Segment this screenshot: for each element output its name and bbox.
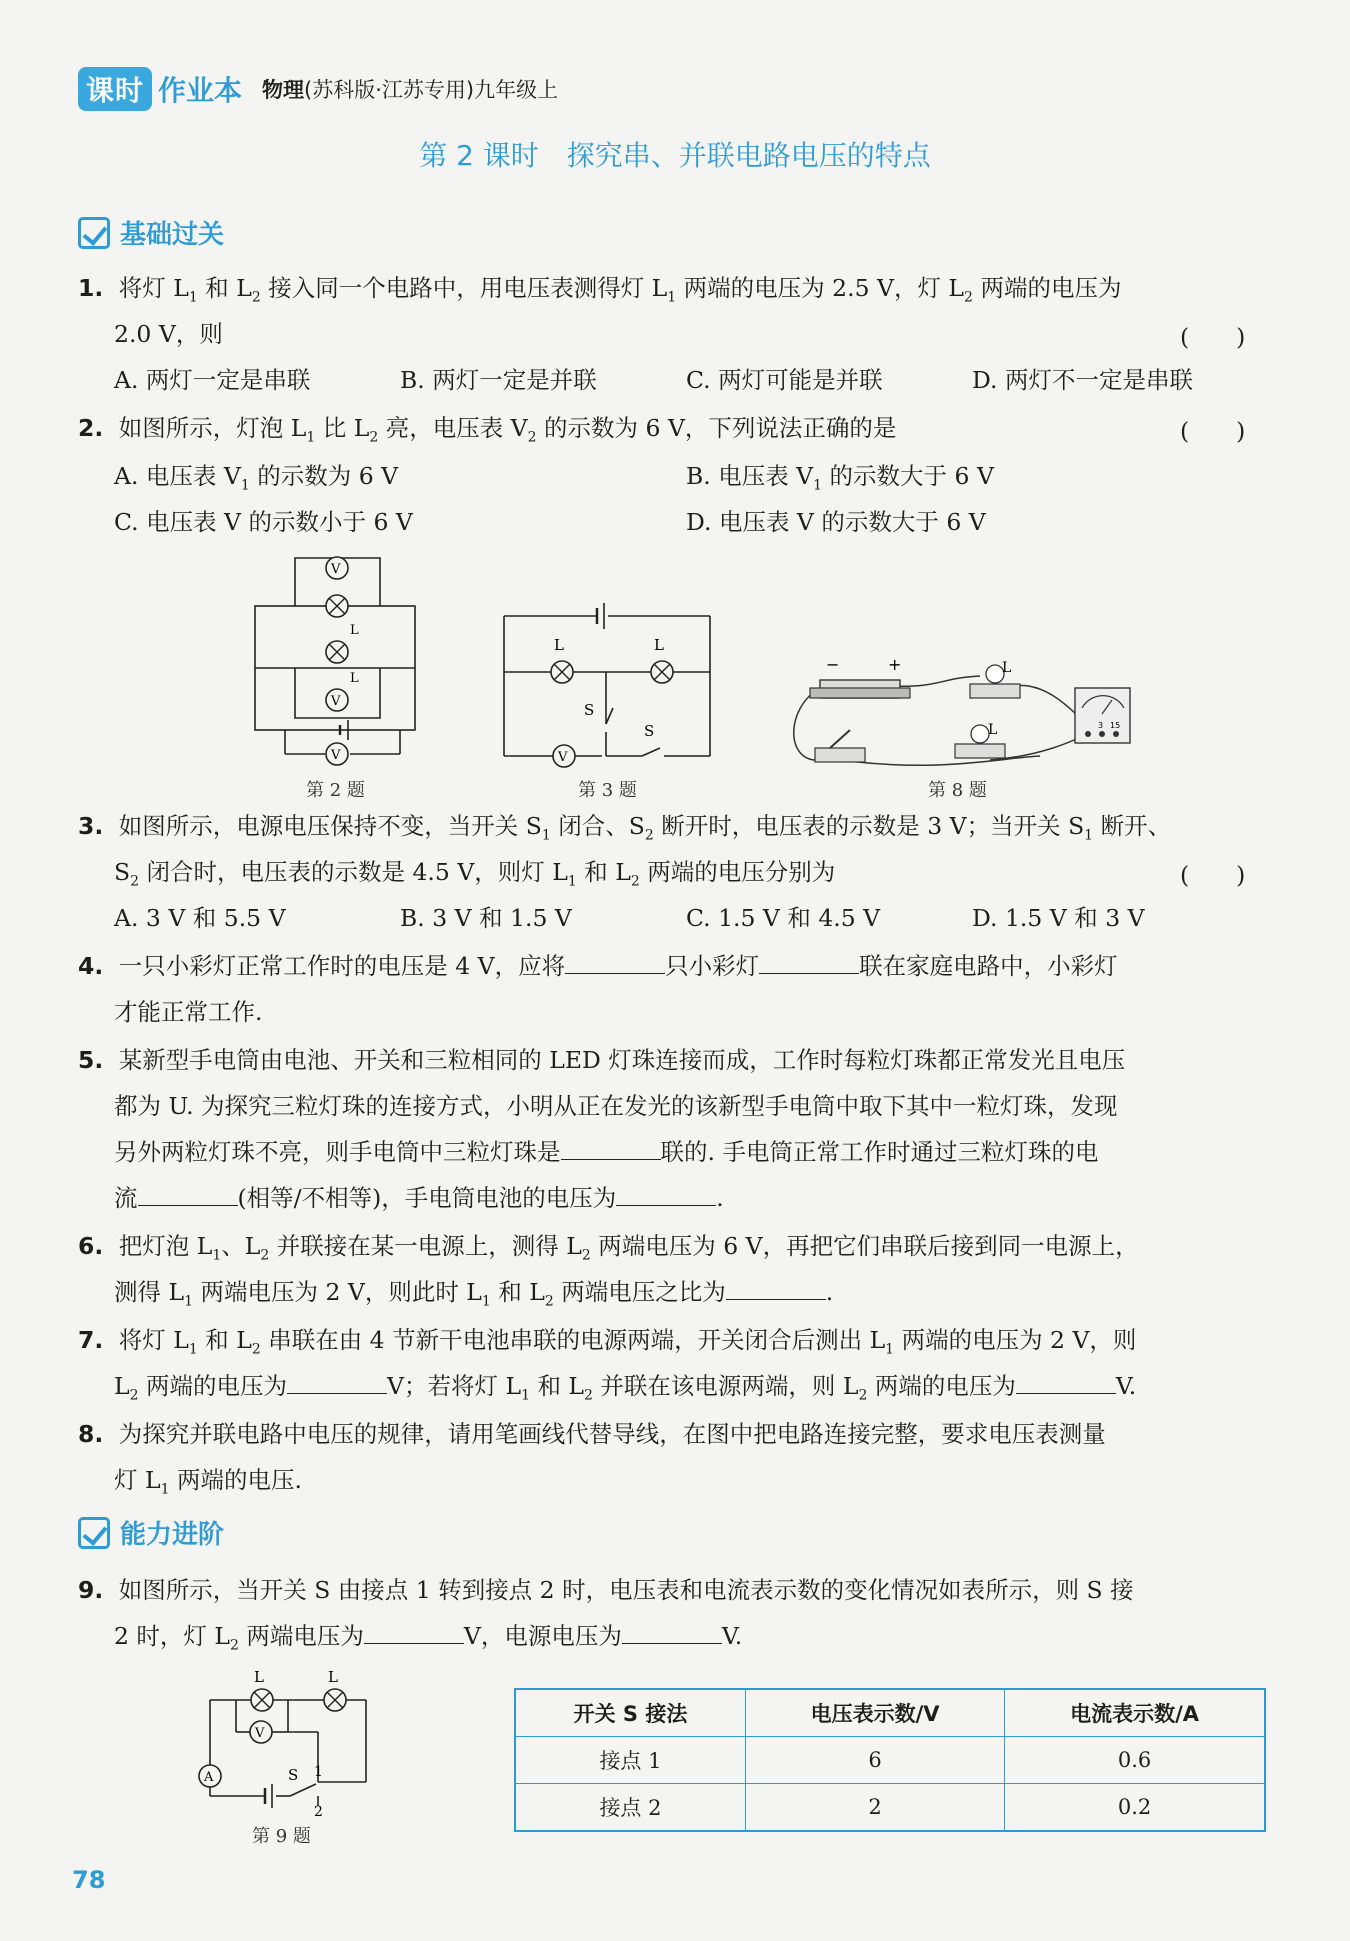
question-1-line-2: 2.0 V，则 [114,320,223,348]
question-6-line-2 [114,1276,833,1318]
text: 如图所示，当开关 S 由接点 1 转到接点 2 时，电压表和电流表示数的变化情况如表所示，则 S 接 [118,1576,1134,1604]
question-3-option-a: A. 3 V 和 5.5 V [114,904,286,932]
question-7-line-2 [114,1370,1136,1412]
answer-blank[interactable] [726,1277,826,1300]
contact-1-label: 1 [314,1764,323,1780]
text: L [114,1372,130,1400]
text: S [114,858,131,886]
question-2-option-a [114,460,398,502]
question-1-option-d: D. 两灯不一定是串联 [972,366,1193,394]
pencil-square-icon [78,1517,110,1549]
lamp-l2-label: L [328,1668,338,1686]
question-number: 8. [78,1420,104,1448]
switch-s-label: S [288,1766,299,1784]
subscript: 1 [306,429,316,446]
figure-8-apparatus [780,648,1140,773]
answer-blank[interactable] [565,951,665,974]
section-heading-advanced [78,1514,224,1551]
text: 将灯 L [118,1326,189,1354]
text: 另外两粒灯珠不亮，则手电筒中三粒灯珠是 [114,1138,561,1166]
text: 2 时，灯 L [114,1622,230,1650]
contact-2-label: 2 [314,1804,323,1816]
lamp-l2-label: L [1002,660,1012,676]
subscript: 1 [212,1247,222,1264]
text: 并联在该电源两端，则 L [592,1372,859,1400]
table-cell: 6 [745,1737,1004,1784]
meter-readings-table [514,1688,1266,1832]
subscript: 1 [184,1293,193,1310]
table-cell: 0.2 [1005,1784,1265,1832]
figure-2-circuit [240,548,430,778]
subscript: 1 [541,827,551,844]
text: 的示数为 6 V [249,462,399,490]
logo-text: 作业本 [158,74,243,107]
text: 串联在由 4 节新干电池串联的电源两端，开关闭合后测出 L [260,1326,886,1354]
text: V. [1115,1372,1137,1400]
text: 两端的电压为 2 V，则 [894,1326,1137,1354]
text: 灯 L [114,1466,161,1494]
question-3-option-d: D. 1.5 V 和 3 V [972,904,1145,932]
table-header-row [515,1689,1265,1737]
question-1-option-b: B. 两灯一定是并联 [400,366,597,394]
answer-blank[interactable] [622,1621,722,1644]
subscript: 2 [251,1341,261,1358]
subscript: 2 [260,1247,270,1264]
answer-blank[interactable] [759,951,859,974]
meter-scale-3: 3 [1098,721,1104,730]
subscript: 1 [1084,827,1094,844]
table-header-cell: 开关 S 接法 [515,1689,745,1737]
lesson-title: 第 2 课时 探究串、并联电路电压的特点 [419,139,931,172]
lamp-l2-label: L [350,671,359,686]
figure-9-circuit [190,1666,390,1816]
text: 流 [114,1184,138,1212]
text: 两端的电压. [169,1466,302,1494]
text: 联的. 手电筒正常工作时通过三粒灯珠的电 [660,1138,1099,1166]
question-number: 9. [78,1576,104,1604]
switch-s1-label: S [584,701,595,719]
subscript: 2 [130,873,140,890]
question-2-option-d: D. 电压表 V 的示数大于 6 V [686,508,986,536]
subscript: 2 [129,1387,139,1404]
text: 、L [221,1232,261,1260]
lamp-l1-label: L [988,722,998,738]
question-number: 7. [78,1326,104,1354]
question-2-option-b [686,460,994,502]
text: 两端的电压为 2.5 V，灯 L [676,274,965,302]
question-5-line-4 [114,1182,724,1214]
question-2-option-c: C. 电压表 V 的示数小于 6 V [114,508,413,536]
answer-blank[interactable] [138,1183,238,1206]
subscript: 1 [481,1293,491,1310]
text: B. 电压表 V [686,462,814,490]
section-heading-basic [78,214,224,251]
text: 如图所示，电源电压保持不变，当开关 S [118,812,542,840]
text: 两端电压为 [238,1622,364,1650]
text: 联在家庭电路中，小彩灯 [859,952,1118,980]
table-header-cell: 电流表示数/A [1005,1689,1265,1737]
answer-blank[interactable] [287,1371,387,1394]
section-title: 能力进阶 [120,1520,225,1550]
subscript: 2 [251,289,261,306]
question-number: 1. [78,274,104,302]
lamp-l1-label: L [254,1668,264,1686]
subscript: 1 [188,1341,198,1358]
text: 两端电压为 6 V，再把它们串联后接到同一电源上， [590,1232,1139,1260]
question-number: 5. [78,1046,104,1074]
figure-3-circuit [492,598,722,768]
subscript: 2 [644,827,654,844]
text: 的示数大于 6 V [822,462,994,490]
switch-s2-label: S [644,722,655,740]
subscript: 2 [230,1637,239,1654]
question-1-option-a: A. 两灯一定是串联 [114,366,311,394]
question-7-line-1 [78,1324,1136,1366]
question-2-line-1 [78,412,896,454]
table-row [515,1784,1265,1832]
question-number: 4. [78,952,104,980]
question-5-line-3 [114,1136,1098,1168]
question-3-line-1 [78,810,1171,852]
figure-9-caption: 第 9 题 [252,1826,311,1847]
text: 和 L [529,1372,585,1400]
voltmeter-v2-label: V [331,694,341,709]
page-number: 78 [72,1866,106,1894]
logo-badge: 课时 [78,67,152,111]
figure-3-caption: 第 3 题 [578,780,637,801]
figure-8-caption: 第 8 题 [928,780,987,801]
subscript: 2 [858,1387,868,1404]
question-4-line-2: 才能正常工作. [114,998,263,1026]
text: (相等/不相等)，手电筒电池的电压为 [237,1184,617,1212]
text: 一只小彩灯正常工作时的电压是 4 V，应将 [118,952,566,980]
text: 和 L [490,1278,545,1306]
subscript: 2 [630,873,640,890]
subscript: 1 [240,477,250,494]
lamp-l1-label: L [554,636,564,654]
meter-scale-15: 15 [1110,721,1121,730]
text: 和 L [197,274,252,302]
book-logo [78,67,242,111]
text: 的示数为 6 V，下列说法正确的是 [536,414,897,442]
text: 只小彩灯 [665,952,760,980]
answer-blank[interactable] [616,1183,716,1206]
lamp-l1-label: L [350,623,359,638]
voltmeter-label: V [558,750,568,765]
subscript: 1 [188,289,198,306]
table-cell: 0.6 [1005,1737,1265,1784]
question-8-line-2 [114,1464,302,1506]
answer-blank[interactable] [1016,1371,1116,1394]
text: 两端的电压分别为 [639,858,836,886]
table-cell: 接点 2 [515,1784,745,1832]
question-9-line-1 [78,1574,1134,1606]
subscript: 1 [885,1341,895,1358]
text: 如图所示，灯泡 L [118,414,307,442]
question-3-line-2 [114,856,835,898]
subscript: 1 [567,873,577,890]
table-cell: 接点 1 [515,1737,745,1784]
text: 断开、 [1093,812,1172,840]
text: 亮，电压表 V [378,414,528,442]
subscript: 2 [527,429,537,446]
ammeter-label: A [204,1770,214,1785]
question-number: 2. [78,414,104,442]
question-1-line-1 [78,272,1121,314]
subscript: 2 [544,1293,554,1310]
table-row [515,1737,1265,1784]
answer-bracket: ( ) [1180,323,1246,351]
text: A. 电压表 V [114,462,241,490]
text: V. [721,1622,743,1650]
subscript: 1 [813,477,823,494]
answer-blank[interactable] [364,1621,464,1644]
text: 比 L [315,414,370,442]
text: 为探究并联电路中电压的规律，请用笔画线代替导线，在图中把电路连接完整，要求电压表测量 [118,1420,1106,1448]
question-8-line-1 [78,1418,1106,1450]
checkbox-icon [78,217,110,249]
text: 某新型手电筒由电池、开关和三粒相同的 LED 灯珠连接而成，工作时每粒灯珠都正常发光且电压 [118,1046,1126,1074]
question-number: 6. [78,1232,104,1260]
text: 和 L [197,1326,252,1354]
text: V；若将灯 L [387,1372,522,1400]
section-title: 基础过关 [120,220,225,250]
figure-2-caption: 第 2 题 [306,780,365,801]
battery-plus-label: + [888,655,902,674]
question-6-line-1 [78,1230,1139,1272]
question-3-option-c: C. 1.5 V 和 4.5 V [686,904,881,932]
subscript: 2 [584,1387,593,1404]
book-subtitle [262,74,558,104]
question-5-line-1 [78,1044,1125,1076]
text: 将灯 L [118,274,189,302]
text: . [716,1184,724,1212]
text: 并联接在某一电源上，测得 L [269,1232,582,1260]
subscript: 2 [964,289,973,306]
subscript: 2 [581,1247,591,1264]
question-9-line-2 [114,1620,742,1662]
question-number: 3. [78,812,104,840]
text: 测得 L [114,1278,185,1306]
subscript: 1 [160,1481,170,1498]
answer-blank[interactable] [561,1137,661,1160]
text: 接入同一个电路中，用电压表测得灯 L [260,274,668,302]
answer-bracket: ( ) [1180,417,1246,445]
question-3-option-b: B. 3 V 和 1.5 V [400,904,572,932]
voltmeter-v-label: V [331,748,341,763]
battery-minus-label: − [826,655,840,674]
subscript: 2 [369,429,379,446]
voltmeter-label: V [255,1726,265,1741]
subscript: 1 [521,1387,530,1404]
text: 两端的电压为 [867,1372,1016,1400]
text: 两端电压为 2 V，则此时 L [193,1278,482,1306]
subscript: 1 [667,289,677,306]
edition-text: (苏科版·江苏专用)九年级上 [304,78,559,102]
subject-name: 物理 [262,78,305,102]
answer-bracket: ( ) [1180,861,1246,889]
text: 两端的电压为 [972,274,1122,302]
table-header-cell: 电压表示数/V [745,1689,1004,1737]
text: 两端电压之比为 [553,1278,726,1306]
text: . [825,1278,834,1306]
text: 闭合、S [550,812,645,840]
question-4-line-1 [78,950,1118,982]
text: V，电源电压为 [463,1622,622,1650]
question-5-line-2: 都为 U. 为探究三粒灯珠的连接方式，小明从正在发光的该新型手电筒中取下其中一粒灯珠，发现 [114,1092,1118,1120]
table-cell: 2 [745,1784,1004,1832]
text: 把灯泡 L [118,1232,213,1260]
text: 和 L [576,858,631,886]
text: 两端的电压为 [138,1372,288,1400]
text: 断开时，电压表的示数是 3 V；当开关 S [653,812,1085,840]
voltmeter-v1-label: V [331,562,341,577]
lamp-l2-label: L [654,636,664,654]
text: 闭合时，电压表的示数是 4.5 V，则灯 L [139,858,568,886]
question-1-option-c: C. 两灯可能是并联 [686,366,883,394]
page-header [78,66,558,112]
